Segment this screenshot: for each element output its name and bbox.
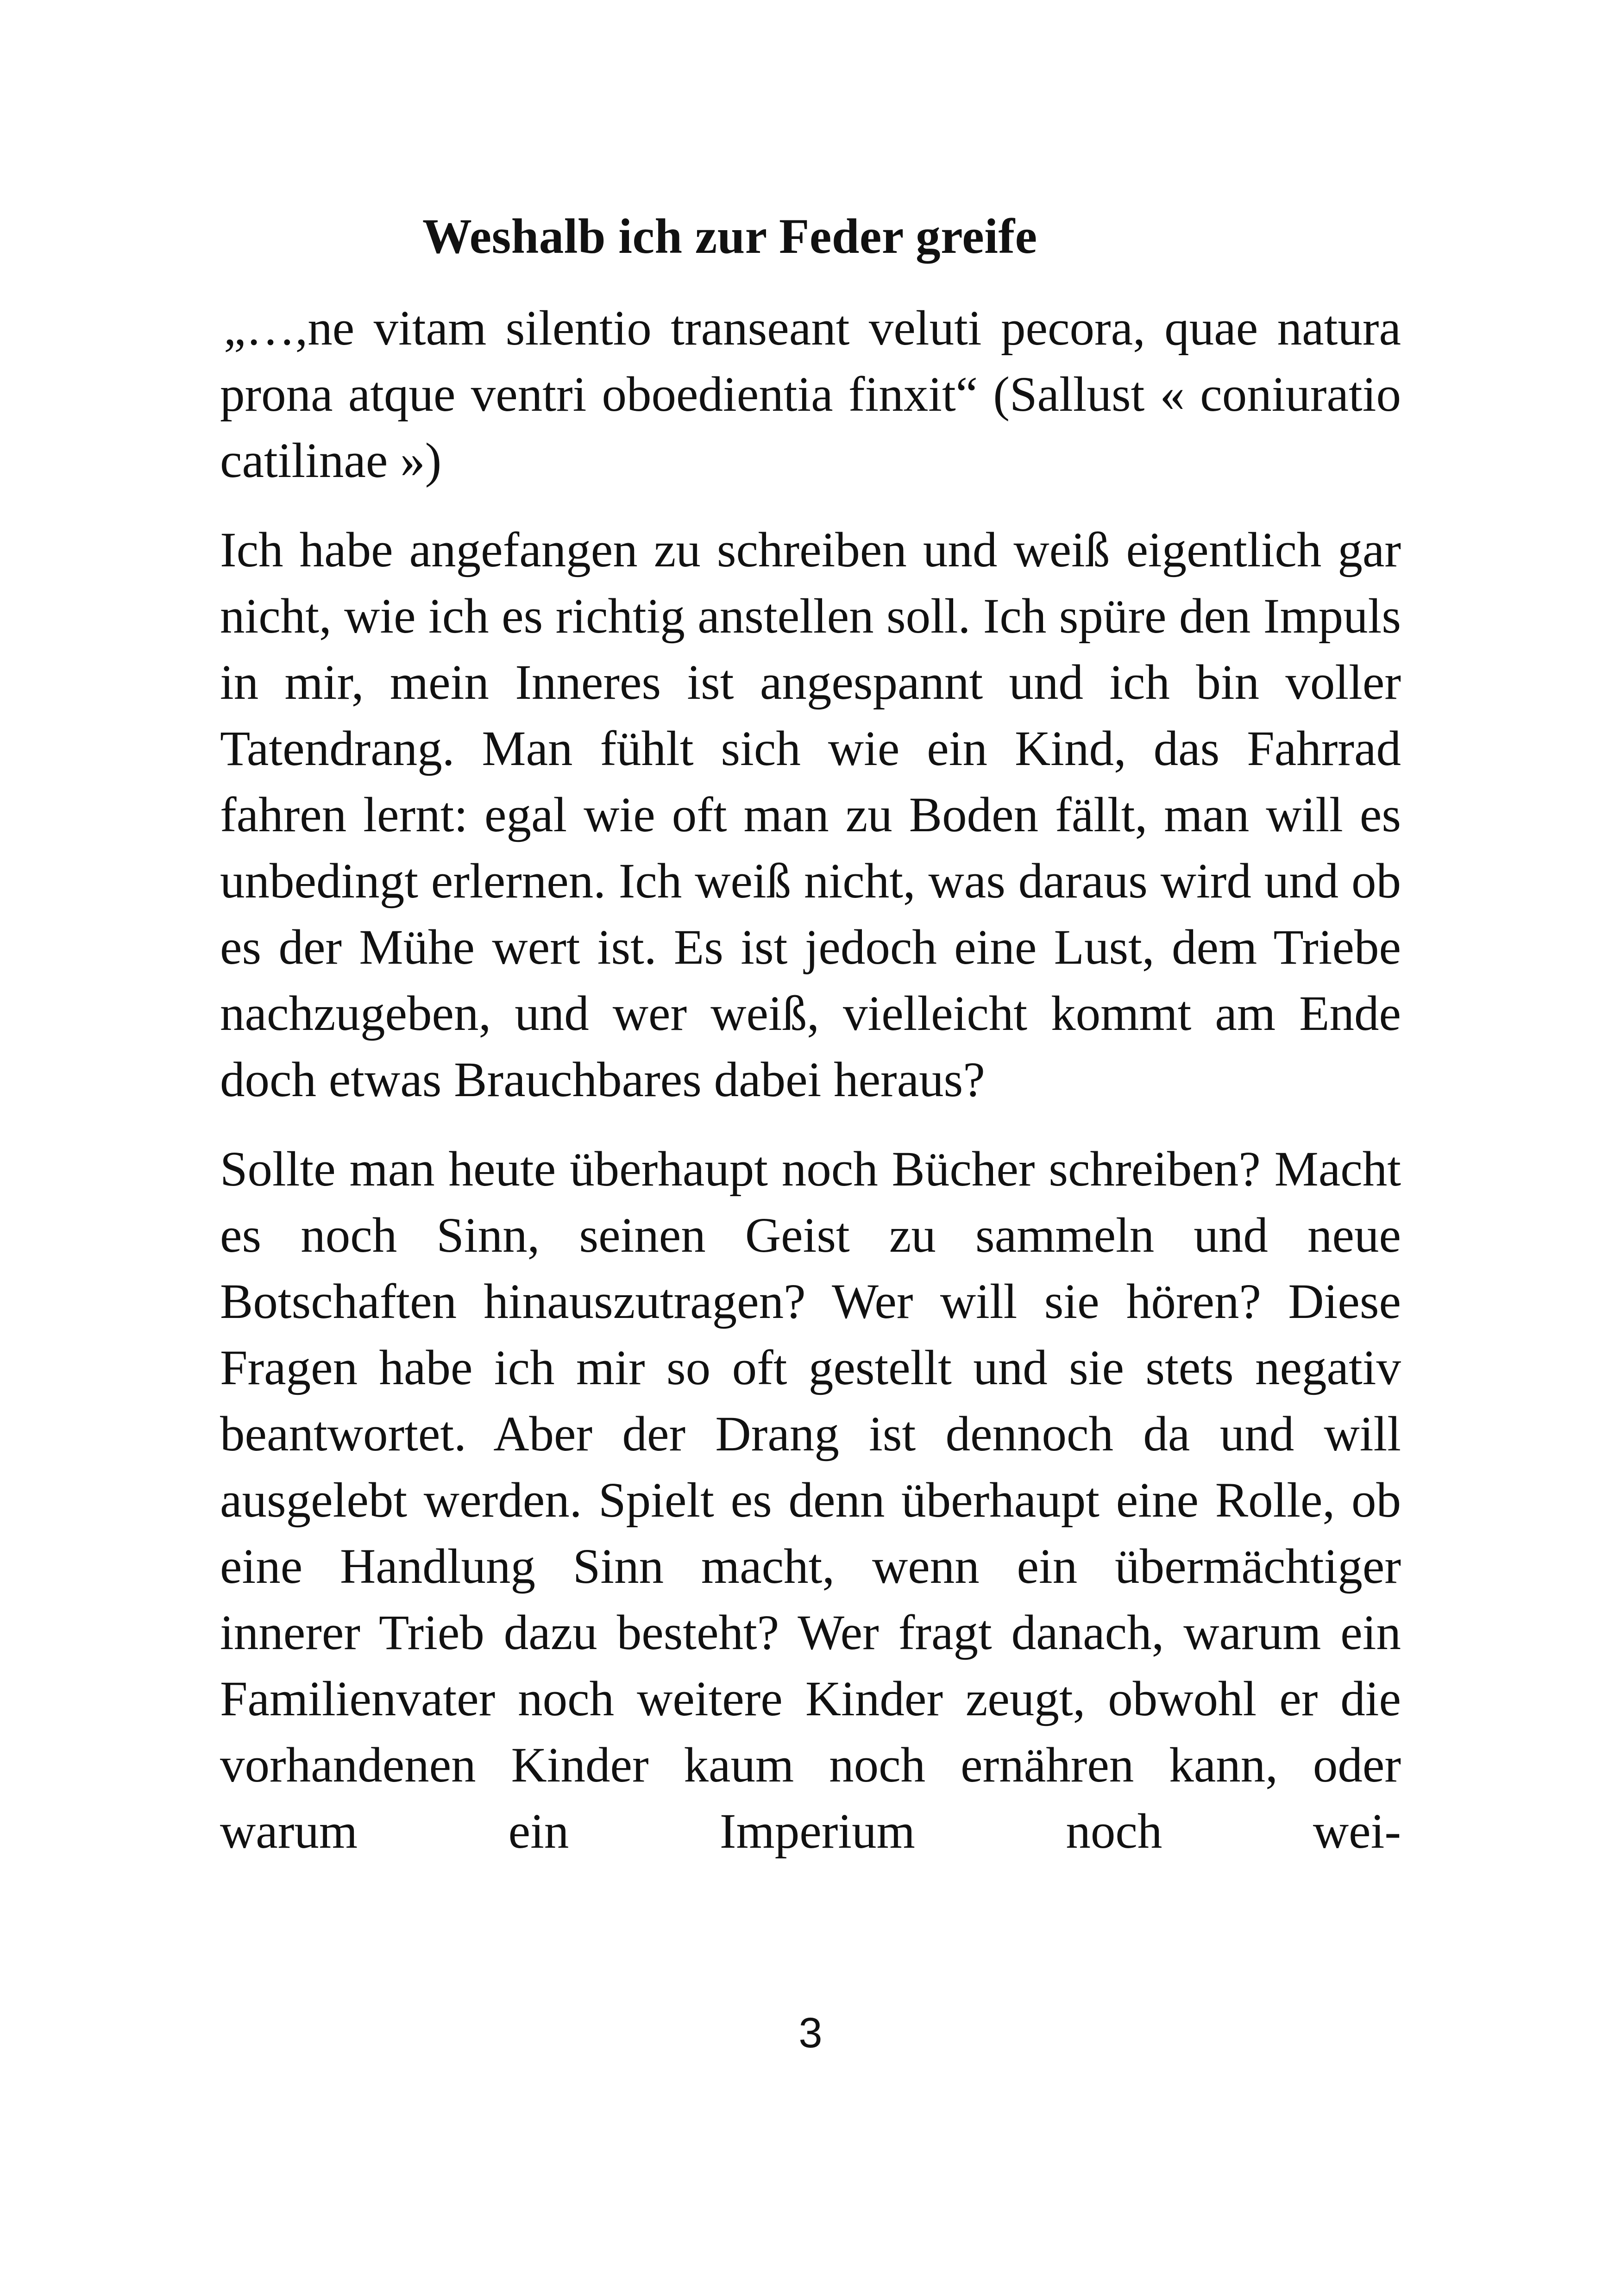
page-number: 3 bbox=[798, 2009, 823, 2057]
paragraph: Ich habe angefangen zu schreiben und weiß eigentlich gar nicht, wie ich es richtig anstellen soll. Ich spüre den Impuls in mir, mein Inneres ist angespannt und ich bin voller Tatendrang. Man fühlt sich wie ein Kind, das Fahrrad fahren lernt: egal wie oft man zu Boden fällt, man will es unbedingt erlernen. Ich weiß nicht, was daraus wird und ob es der Mühe wert ist. Es ist jedoch eine Lust, dem Triebe nachzugeben, und wer weiß, vielleicht kommt am Ende doch etwas Brauchbares dabei heraus? bbox=[220, 523, 1401, 1107]
chapter-title: Weshalb ich zur Feder greife bbox=[422, 209, 1037, 264]
text-column bbox=[220, 204, 1401, 1865]
motto-quote: „…,ne vitam silentio transeant veluti pecora, quae natura prona atque ventri oboedientia finxit“ (Sallust « coniuratio catilinae ») bbox=[220, 301, 1401, 488]
paragraph: Sollte man heute überhaupt noch Bücher schreiben? Macht es noch Sinn, seinen Geist zu sammeln und neue Botschaften hinauszutragen? Wer will sie hören? Diese Fragen habe ich mir so oft gestellt und sie stets negativ beantwortet. Aber der Drang ist dennoch da und will ausgelebt werden. Spielt es denn überhaupt eine Rolle, ob eine Handlung Sinn macht, wenn ein übermächtiger innerer Trieb dazu besteht? Wer fragt danach, warum ein Familienvater noch weitere Kinder zeugt, obwohl er die vorhandenen Kinder kaum noch ernähren kann, oder warum ein Imperium noch wei- bbox=[220, 1142, 1401, 1859]
